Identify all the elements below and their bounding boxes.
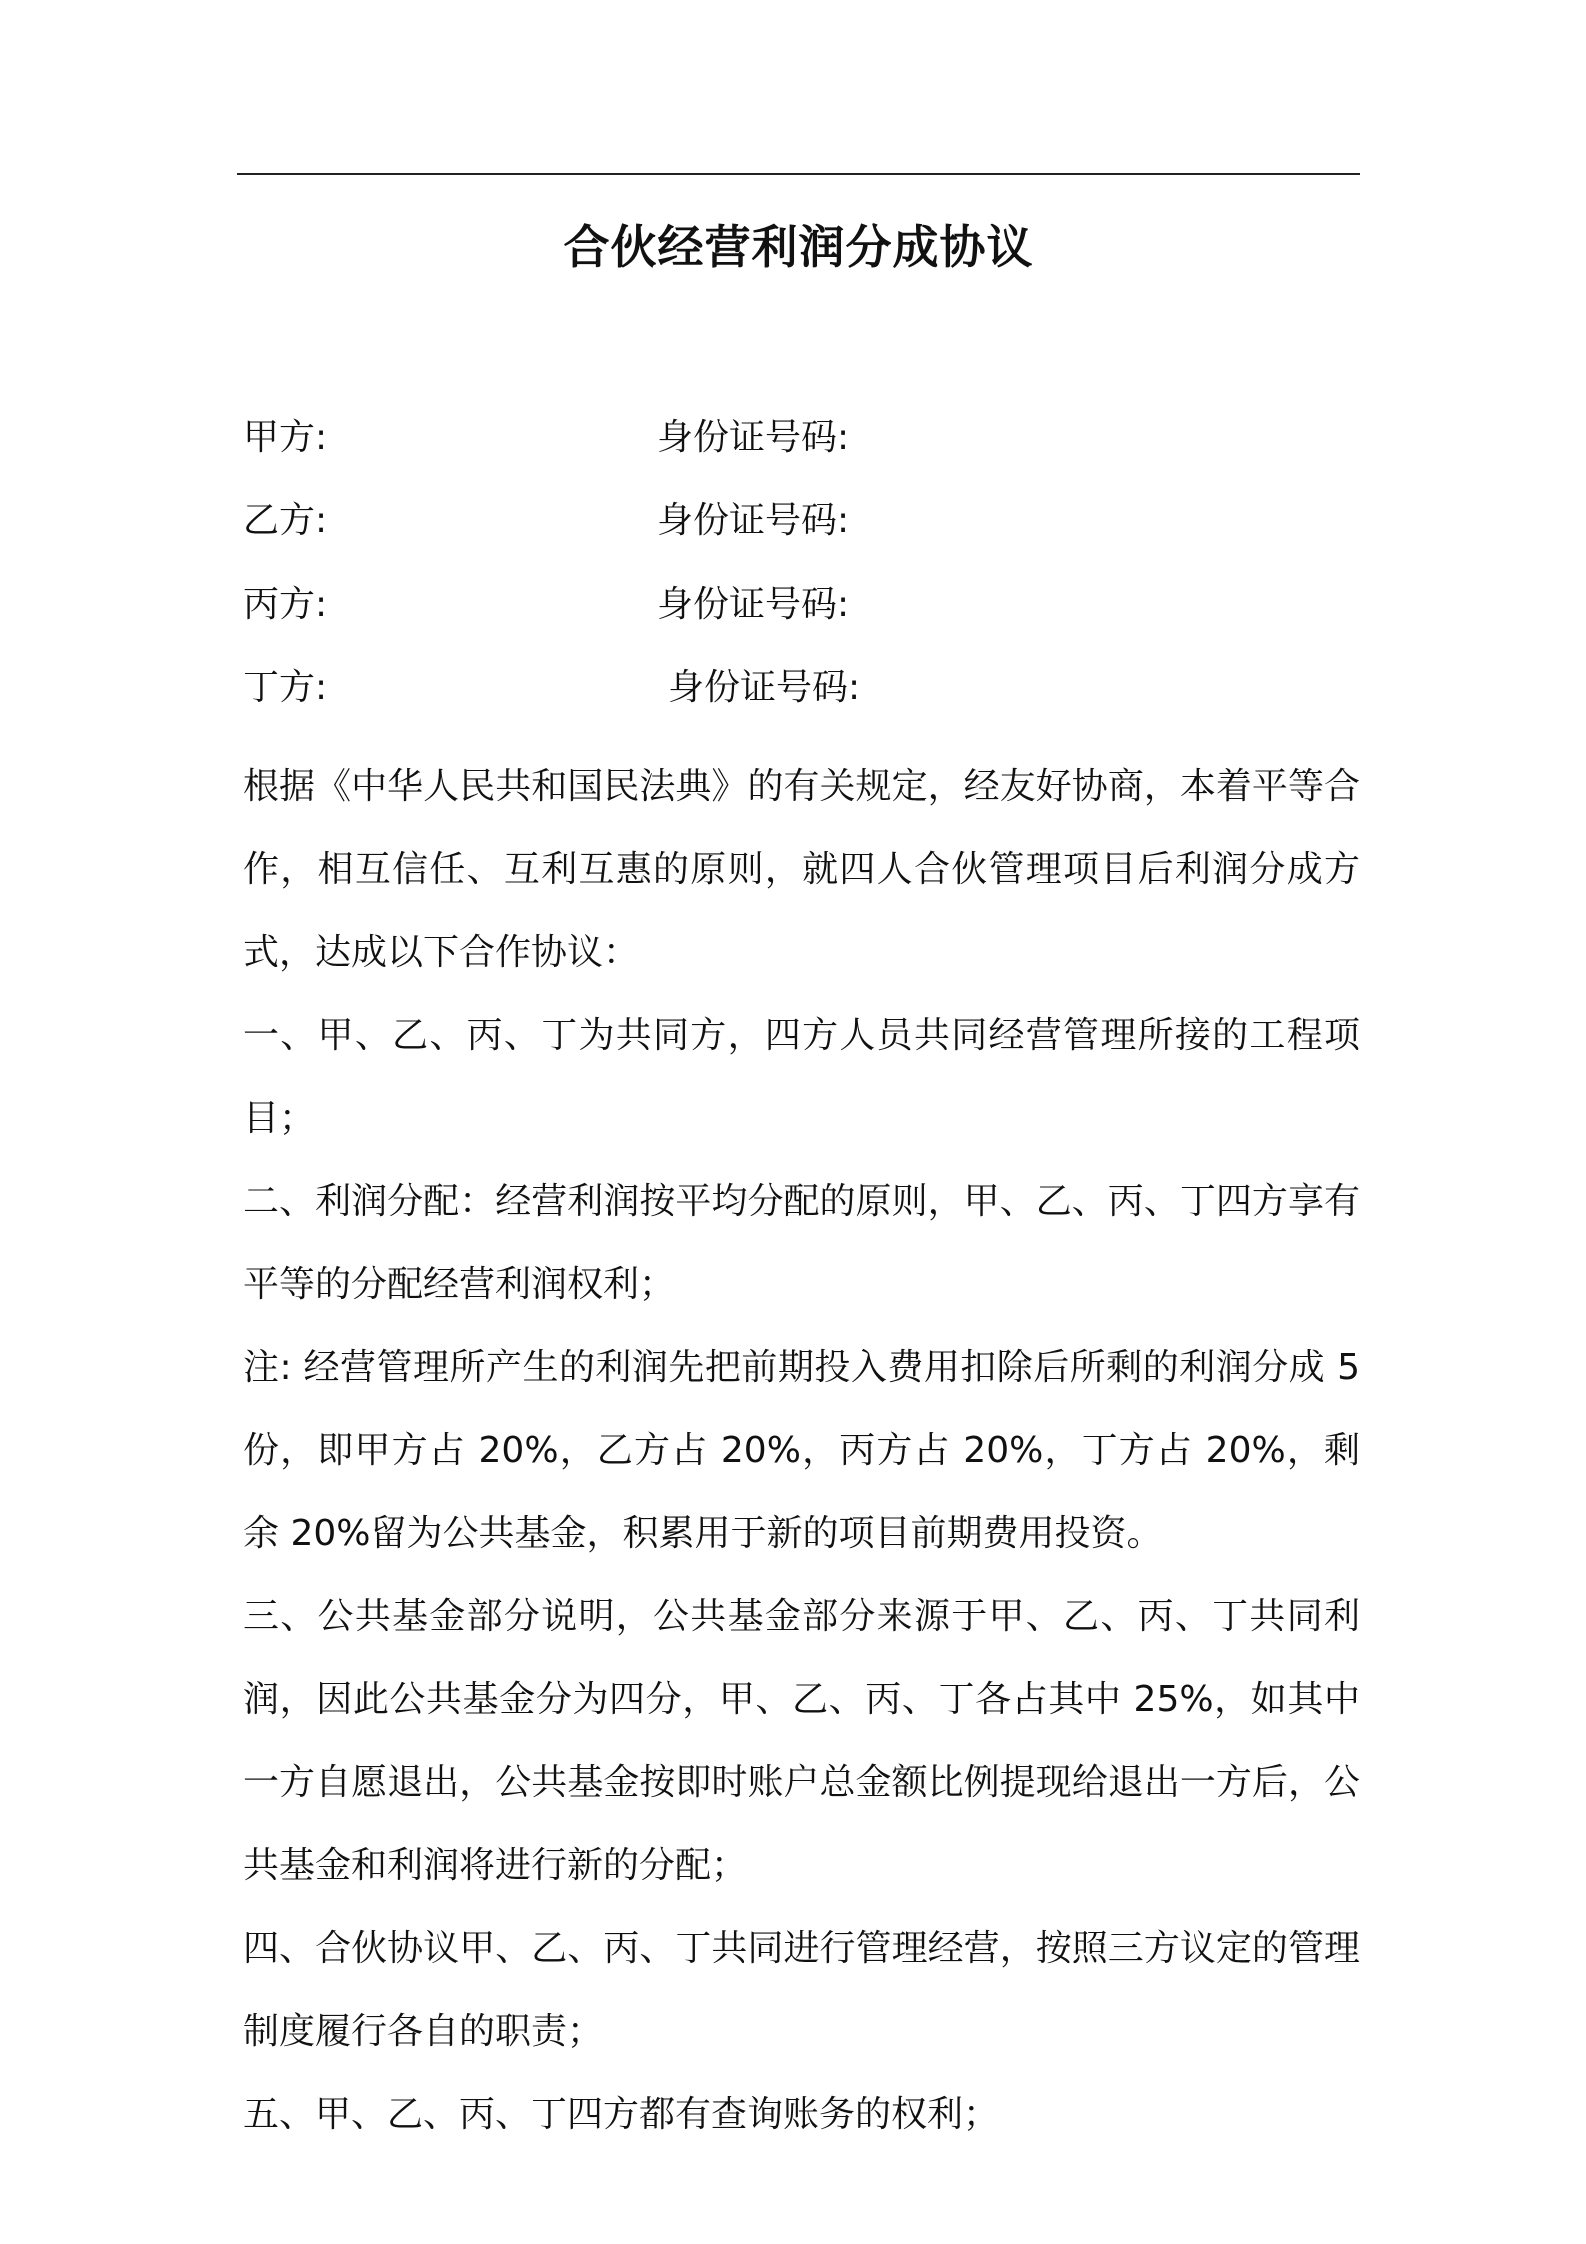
party-row-ding <box>243 658 1360 718</box>
header-rule <box>237 173 1360 175</box>
id-number-label: 身份证号码: <box>668 667 861 708</box>
party-row-bing <box>243 575 1360 635</box>
clause-4-paragraph: 四、合伙协议甲、乙、丙、丁共同进行管理经营，按照三方议定的管理制度履行各自的职责； <box>243 1928 1360 2052</box>
party-label: 甲方: <box>243 417 328 458</box>
party-label: 丙方: <box>243 584 328 625</box>
clause-1-paragraph: 一、甲、乙、丙、丁为共同方，四方人员共同经营管理所接的工程项目； <box>243 1015 1360 1139</box>
document-title: 合伙经营利润分成协议 <box>563 220 1034 274</box>
id-number-label: 身份证号码: <box>657 417 850 458</box>
clause-5-paragraph: 五、甲、乙、丙、丁四方都有查询账务的权利； <box>243 2094 1000 2135</box>
party-row-jia <box>243 408 1360 468</box>
agreement-body <box>243 745 1360 2156</box>
preamble-paragraph: 根据《中华人民共和国民法典》的有关规定，经友好协商，本着平等合作，相互信任、互利互惠的原则，就四人合伙管理项目后利润分成方式，达成以下合作协议： <box>243 766 1360 973</box>
clause-3-paragraph: 三、公共基金部分说明，公共基金部分来源于甲、乙、丙、丁共同利润，因此公共基金分为四分，甲、乙、丙、丁各占其中 25%，如其中一方自愿退出，公共基金按即时账户总金额比例提现给退出一方后，公共基金和利润将进行新的分配； <box>243 1596 1360 1886</box>
party-row-yi <box>243 491 1360 551</box>
note-paragraph: 注: 经营管理所产生的利润先把前期投入费用扣除后所剩的利润分成 5 份，即甲方占 20%，乙方占 20%，丙方占 20%，丁方占 20%，剩余 20%留为公共基金，积累用于新的项目前期费用投资。 <box>243 1347 1360 1554</box>
party-label: 乙方: <box>243 500 328 541</box>
id-number-label: 身份证号码: <box>657 584 850 625</box>
clause-2-paragraph: 二、利润分配：经营利润按平均分配的原则，甲、乙、丙、丁四方享有平等的分配经营利润权利； <box>243 1181 1360 1305</box>
id-number-label: 身份证号码: <box>657 500 850 541</box>
party-label: 丁方: <box>243 667 328 708</box>
